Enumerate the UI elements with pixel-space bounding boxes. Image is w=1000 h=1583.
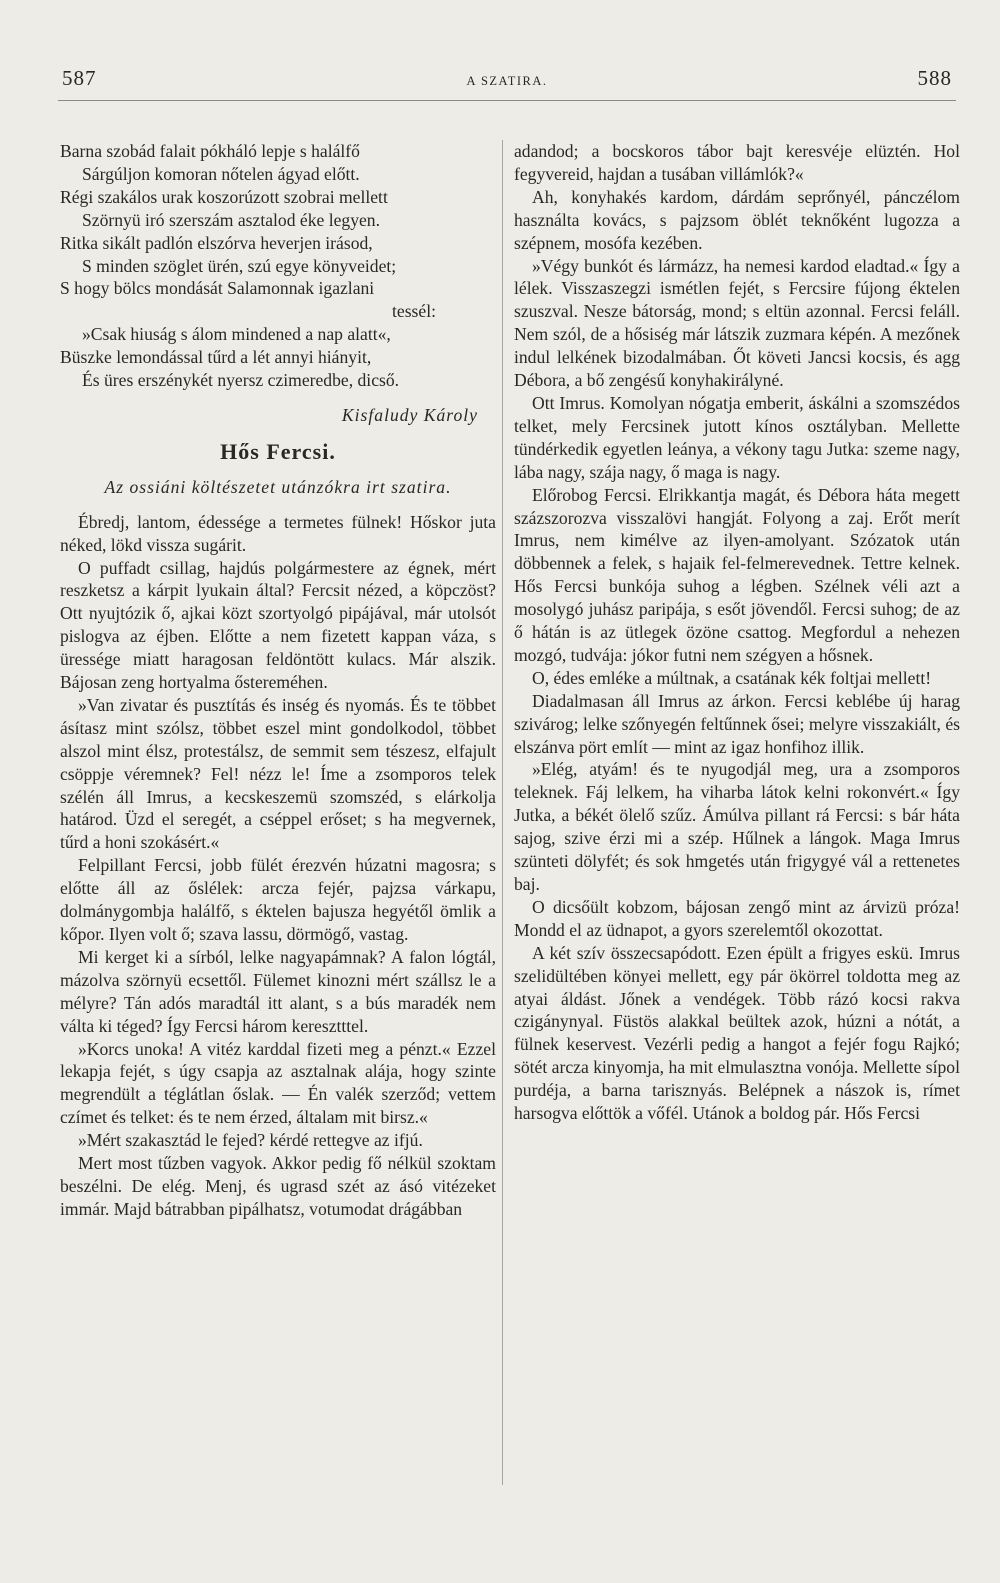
paragraph: »Mért szakasztád le fejed? kérdé rettegve az ifjú. (78, 1130, 423, 1151)
header-rule (58, 100, 956, 101)
article-subtitle: Az ossiáni költészetet utánzókra irt szatira. (104, 476, 452, 497)
poem-line: Sárgúljon komoran nőtelen ágyad előtt. (82, 163, 360, 184)
page-number-right: 588 (917, 66, 952, 90)
paragraph: Mert most tűzben vagyok. Akkor pedig fő nélkül szoktam beszélni. De elég. Menj, és ugrasd szét az ásó vitézeket immár. Majd bátrabban pipálhatsz, votumodat drágábban (60, 1153, 496, 1219)
poem (60, 140, 496, 392)
poem-line: Szörnyü iró szerszám asztalod éke legyen. (82, 209, 381, 230)
article-title: Hős Fercsi. (220, 438, 336, 464)
poem-line: »Csak hiuság s álom mindened a nap alatt«, (82, 324, 391, 345)
paragraph: adandod; a bocskoros tábor bajt keresvéje elüztén. Hol fegyvereid, hajdan a tusában villámlók?« (514, 141, 960, 184)
paragraph: Ébredj, lantom, édessége a termetes fülnek! Hőskor juta néked, lökd vissza sugárit. (60, 511, 496, 555)
column-divider (502, 140, 503, 1485)
page-number-left: 587 (62, 66, 97, 90)
page-header (62, 66, 952, 98)
paragraph: »Van zivatar és pusztítás és inség és nyomás. És te többet ásítasz mint szólsz, többet eszel mint gondolkodol, többet alszol mint élsz, protestálsz, de semmit sem tészesz, elfajult csöppje véremnek? Fel! nézz le! Íme a zsomporos telek szélén áll Imrus, a kecskeszemü szomszéd, s elárkolja határod. Üzd el seregét, a cséppel erőset; s ha megvernek, tűrd a honi szokásért.« (60, 694, 496, 853)
paragraph: Felpillant Fercsi, jobb fülét érezvén húzatni magosra; s előtte áll az őslélek: arcza fejér, pajzsa várkapu, dolmánygombja halálfő, s éktelen bajusza hegyétől ömlik a kőpor. Ilyen volt ő; szava lassu, dörmögő, vastag. (60, 855, 496, 944)
paragraph: O dicsőült kobzom, bájosan zengő mint az árvizü próza! Mondd el az üdnapot, a gyors szerelemtől okozottat. (514, 896, 960, 940)
poem-line: tessél: (392, 301, 436, 322)
poem-signature: Kisfaludy Károly (341, 404, 478, 425)
paragraph: »Végy bunkót és lármázz, ha nemesi kardod eladtad.« Így a lélek. Visszaszegzi ismétlen fejét, s Fercsire fújong éktelen szuszval. Nesze bátorság, mond; s eltün azonnal. Fercsi feláll. Nem szól, de a hősiség már látszik zuzmara képén. A mezőnek indul lelkének bizodalmában. Őt követi Jancsi kocsis, és agg Débora, a bő zengésű konyhakirályné. (514, 255, 960, 391)
paragraph: »Korcs unoka! A vitéz karddal fizeti meg a pénzt.« Ezzel lekapja fejét, s úgy csapja az asztalnak alája, hogy szinte megrendült a téglátlan őslak. — Én valék szerződ; vettem czímet és telket: és te nem érzed, általam mit birsz.« (60, 1038, 496, 1128)
paragraph: Ah, konyhakés kardom, dárdám seprőnyél, pánczélom használta kovács, s pajzsom öblét teknőként lugozza a szépnem, mosófa kezében. (514, 186, 960, 253)
poem-line: Barna szobád falait pókháló lepje s halálfő (60, 141, 360, 161)
left-column (60, 140, 496, 1221)
paragraph: Előrobog Fercsi. Elrikkantja magát, és Débora háta megett százszorozva visszalövi hangját. Folyong a zaj. Erőt merít Imrus, nem kimélve az ilyen-amolyant. Szózatok után döbbennek a felek, s hajaik fel-felmerevednek. Tettre kelnek. Hős Fercsi bunkója suhog a légben. Szélnek véli azt a mosolygó juhász paripája, s esőt jövendől. Fercsi suhog; de az ő hátán is az ütlegek özöne csattog. Megfordul a nehezen mozgó, tudvája: jókor futni nem szégyen a hősnek. (514, 484, 960, 665)
paragraph: A két szív összecsapódott. Ezen épült a frigyes eskü. Imrus szelidültében könyei mellett, egy pár ökörrel toldotta meg az atyai áldást. Jőnek a vendégek. Több rázó kocsi rakva czigánynyal. Füstös alakkal beültek azok, húzni a nótát, a fülnek keservest. Vezérli pedig a hangot a fejér fogu Rajkó; sötét arcza kinyomja, ha mit elmulasztna vonója. Mellette sípol purdéja, a barna tarisznyás. Belépnek a nászok is, rímet harsogva előttök a vőfél. Utánok a boldog pár. Hős Fercsi (514, 942, 960, 1124)
poem-line: És üres erszénykét nyersz czimeredbe, dicső. (82, 370, 400, 391)
poem-line: S hogy bölcs mondását Salamonnak igazlani (60, 278, 375, 299)
poem-line: Ritka sikált padlón elszórva heverjen irásod, (60, 232, 373, 253)
running-title: A SZATIRA. (466, 74, 548, 88)
right-column (514, 140, 960, 1125)
poem-line: Büszke lemondással tűrd a lét annyi hiányit, (60, 347, 372, 368)
paragraph: O, édes emléke a múltnak, a csatának kék foltjai mellett! (532, 667, 932, 688)
paragraph: Diadalmasan áll Imrus az árkon. Fercsi keblébe új harag szivárog; lelke szőnyegén feltűnnek ősei; melyre visszakiált, és elszánva pört említ — mint az igaz honfihoz illik. (514, 690, 960, 757)
paragraph: »Elég, atyám! és te nyugodjál meg, ura a zsomporos teleknek. Fáj lelkem, ha viharba látok kelni rokonvért.« Így Jutka, a békét ölelő szűz. Ámúlva pillant rá Fercsi: s bár háta sajog, szive érzi mi a szép. Hűlnek a lángok. Maga Imrus szünteti dölyfét; és sok hmgetés után frigygyé vál a rettenetes baj. (514, 759, 960, 894)
paragraph: Mi kerget ki a sírból, lelke nagyapámnak? A falon lógtál, mázolva szörnyü ecsettől. Fülemet kinozni mért szállsz le a mélyre? Tán adós maradtál itt alant, s a bús maradék nem válta ki téged? Így Fercsi három keresztttel. (60, 946, 496, 1036)
poem-line: S minden szöglet ürén, szú egye könyveidet; (82, 255, 397, 276)
poem-line: Régi szakálos urak koszorúzott szobrai mellett (60, 186, 388, 207)
paragraph: Ott Imrus. Komolyan nógatja emberit, áskálni a szomszédos telket, mely Fercsinek jutott kínos osztályban. Mellette tündérkedik egyetlen leánya, a vékony tagu Jutka: szeme nagy, lába nagy, szája nagy, ő maga is nagy. (514, 392, 960, 482)
paragraph: O puffadt csillag, hajdús polgármestere az égnek, mért reszketsz a kárpit lyukain által? Fercsit nézed, a köpczöst? Ott nyujtózik ő, ajkai közt szortyolgó pipájával, már utolsót pislogva az éjben. Előtte a nem fizetett kappan váza, s üressége miatt haragosan feldöntött kulacs. Már alszik. Bájosan zeng hortyalma őstereméhen. (60, 557, 496, 693)
